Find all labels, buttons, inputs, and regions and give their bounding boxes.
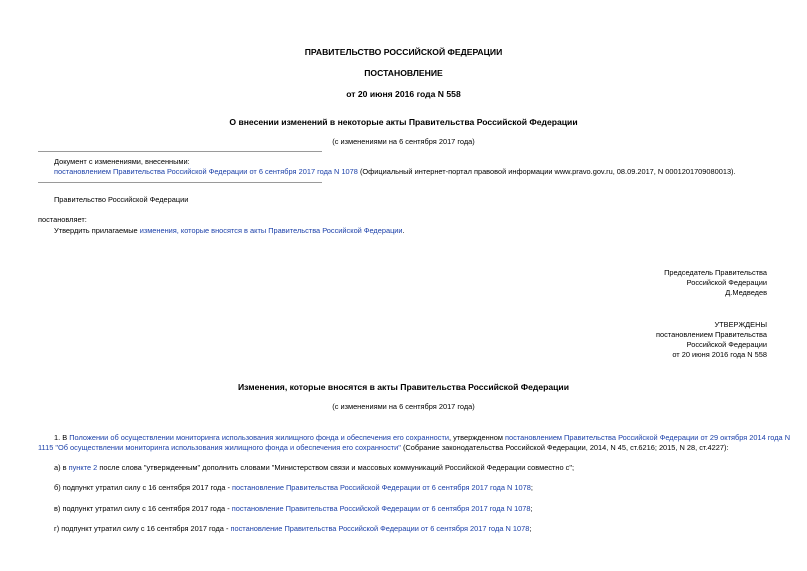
subitem-g-prefix: г) подпункт утратил силу с 16 сентября 2017 года - (54, 524, 231, 533)
item-1-mid: , утвержденном (448, 433, 506, 442)
preamble-government: Правительство Российской Федерации (54, 195, 189, 204)
document-date-number: от 20 июня 2016 года N 558 (346, 89, 461, 99)
approved-heading: УТВЕРЖДЕНЫ (714, 320, 767, 329)
approve-line (54, 226, 405, 236)
changes-note: (с изменениями на 6 сентября 2017 года) (332, 402, 475, 411)
subitem-b (54, 483, 533, 493)
government-heading: ПРАВИТЕЛЬСТВО РОССИЙСКОЙ ФЕДЕРАЦИИ (304, 47, 503, 57)
signature-title: Председатель Правительства (664, 268, 767, 277)
subitem-g-link[interactable]: постановление Правительства Российской Федерации от 6 сентября 2017 года N 1078 (230, 524, 530, 533)
subitem-a (54, 463, 574, 473)
subitem-v-link[interactable]: постановление Правительства Российской Федерации от 6 сентября 2017 года N 1078 (231, 504, 531, 513)
subitem-b-suffix: ; (530, 483, 533, 492)
subitem-g-suffix: ; (529, 524, 532, 533)
approve-link[interactable]: изменения, которые вносятся в акты Правительства Российской Федерации (139, 226, 403, 235)
item-1-line-1 (54, 433, 790, 443)
signature-name: Д.Медведев (725, 288, 767, 297)
approved-org: Российской Федерации (686, 340, 767, 349)
approve-prefix: Утвердить прилагаемые (54, 226, 140, 235)
subitem-b-prefix: б) подпункт утратил силу с 16 сентября 2017 года - (54, 483, 233, 492)
amendment-source: (Официальный интернет-портал правовой информации www.pravo.gov.ru, 08.09.2017, N 0001201709080013). (357, 167, 736, 176)
item-1-decree-link[interactable]: постановлением Правительства Российской Федерации от 29 октября 2014 года N (505, 433, 791, 442)
revision-note: (с изменениями на 6 сентября 2017 года) (332, 137, 475, 146)
item-1-regulation-link[interactable]: Положении об осуществлении мониторинга использования жилищного фонда и обеспечения его сохранности (69, 433, 449, 442)
item-1-line-2 (38, 443, 728, 453)
item-1-decree-link-cont[interactable]: 1115 "Об осуществлении мониторинга использования жилищного фонда и обеспечения его сохранности" (38, 443, 401, 452)
preamble-decrees: постановляет: (38, 215, 87, 224)
item-1-prefix: 1. В (54, 433, 70, 442)
signature-org: Российской Федерации (686, 278, 767, 287)
subitem-v-prefix: в) подпункт утратил силу с 16 сентября 2017 года - (54, 504, 232, 513)
subitem-v-suffix: ; (530, 504, 533, 513)
document-title: О внесении изменений в некоторые акты Правительства Российской Федерации (229, 117, 578, 127)
subitem-g (54, 524, 531, 534)
subitem-a-link[interactable]: пункте 2 (68, 463, 98, 472)
subitem-v (54, 504, 533, 514)
divider-top (38, 151, 322, 152)
divider-bottom (38, 182, 322, 183)
amendments-line (54, 167, 736, 177)
approve-suffix: . (402, 226, 405, 235)
item-1-tail: (Собрание законодательства Российской Федерации, 2014, N 45, ст.6216; 2015, N 28, ст.4227): (400, 443, 729, 452)
subitem-a-prefix: а) в (54, 463, 69, 472)
amendments-label: Документ с изменениями, внесенными: (54, 157, 190, 166)
document-type: ПОСТАНОВЛЕНИЕ (364, 68, 443, 78)
subitem-b-link[interactable]: постановление Правительства Российской Федерации от 6 сентября 2017 года N 1078 (232, 483, 531, 492)
approved-by: постановлением Правительства (656, 330, 767, 339)
amendment-link[interactable]: постановлением Правительства Российской Федерации от 6 сентября 2017 года N 1078 (54, 167, 358, 176)
subitem-a-tail: после слова "утвержденным" дополнить словами "Министерством связи и массовых коммуникаций Российской Федерации совместно с"; (97, 463, 575, 472)
changes-title: Изменения, которые вносятся в акты Правительства Российской Федерации (237, 382, 569, 392)
approved-date: от 20 июня 2016 года N 558 (672, 350, 767, 359)
